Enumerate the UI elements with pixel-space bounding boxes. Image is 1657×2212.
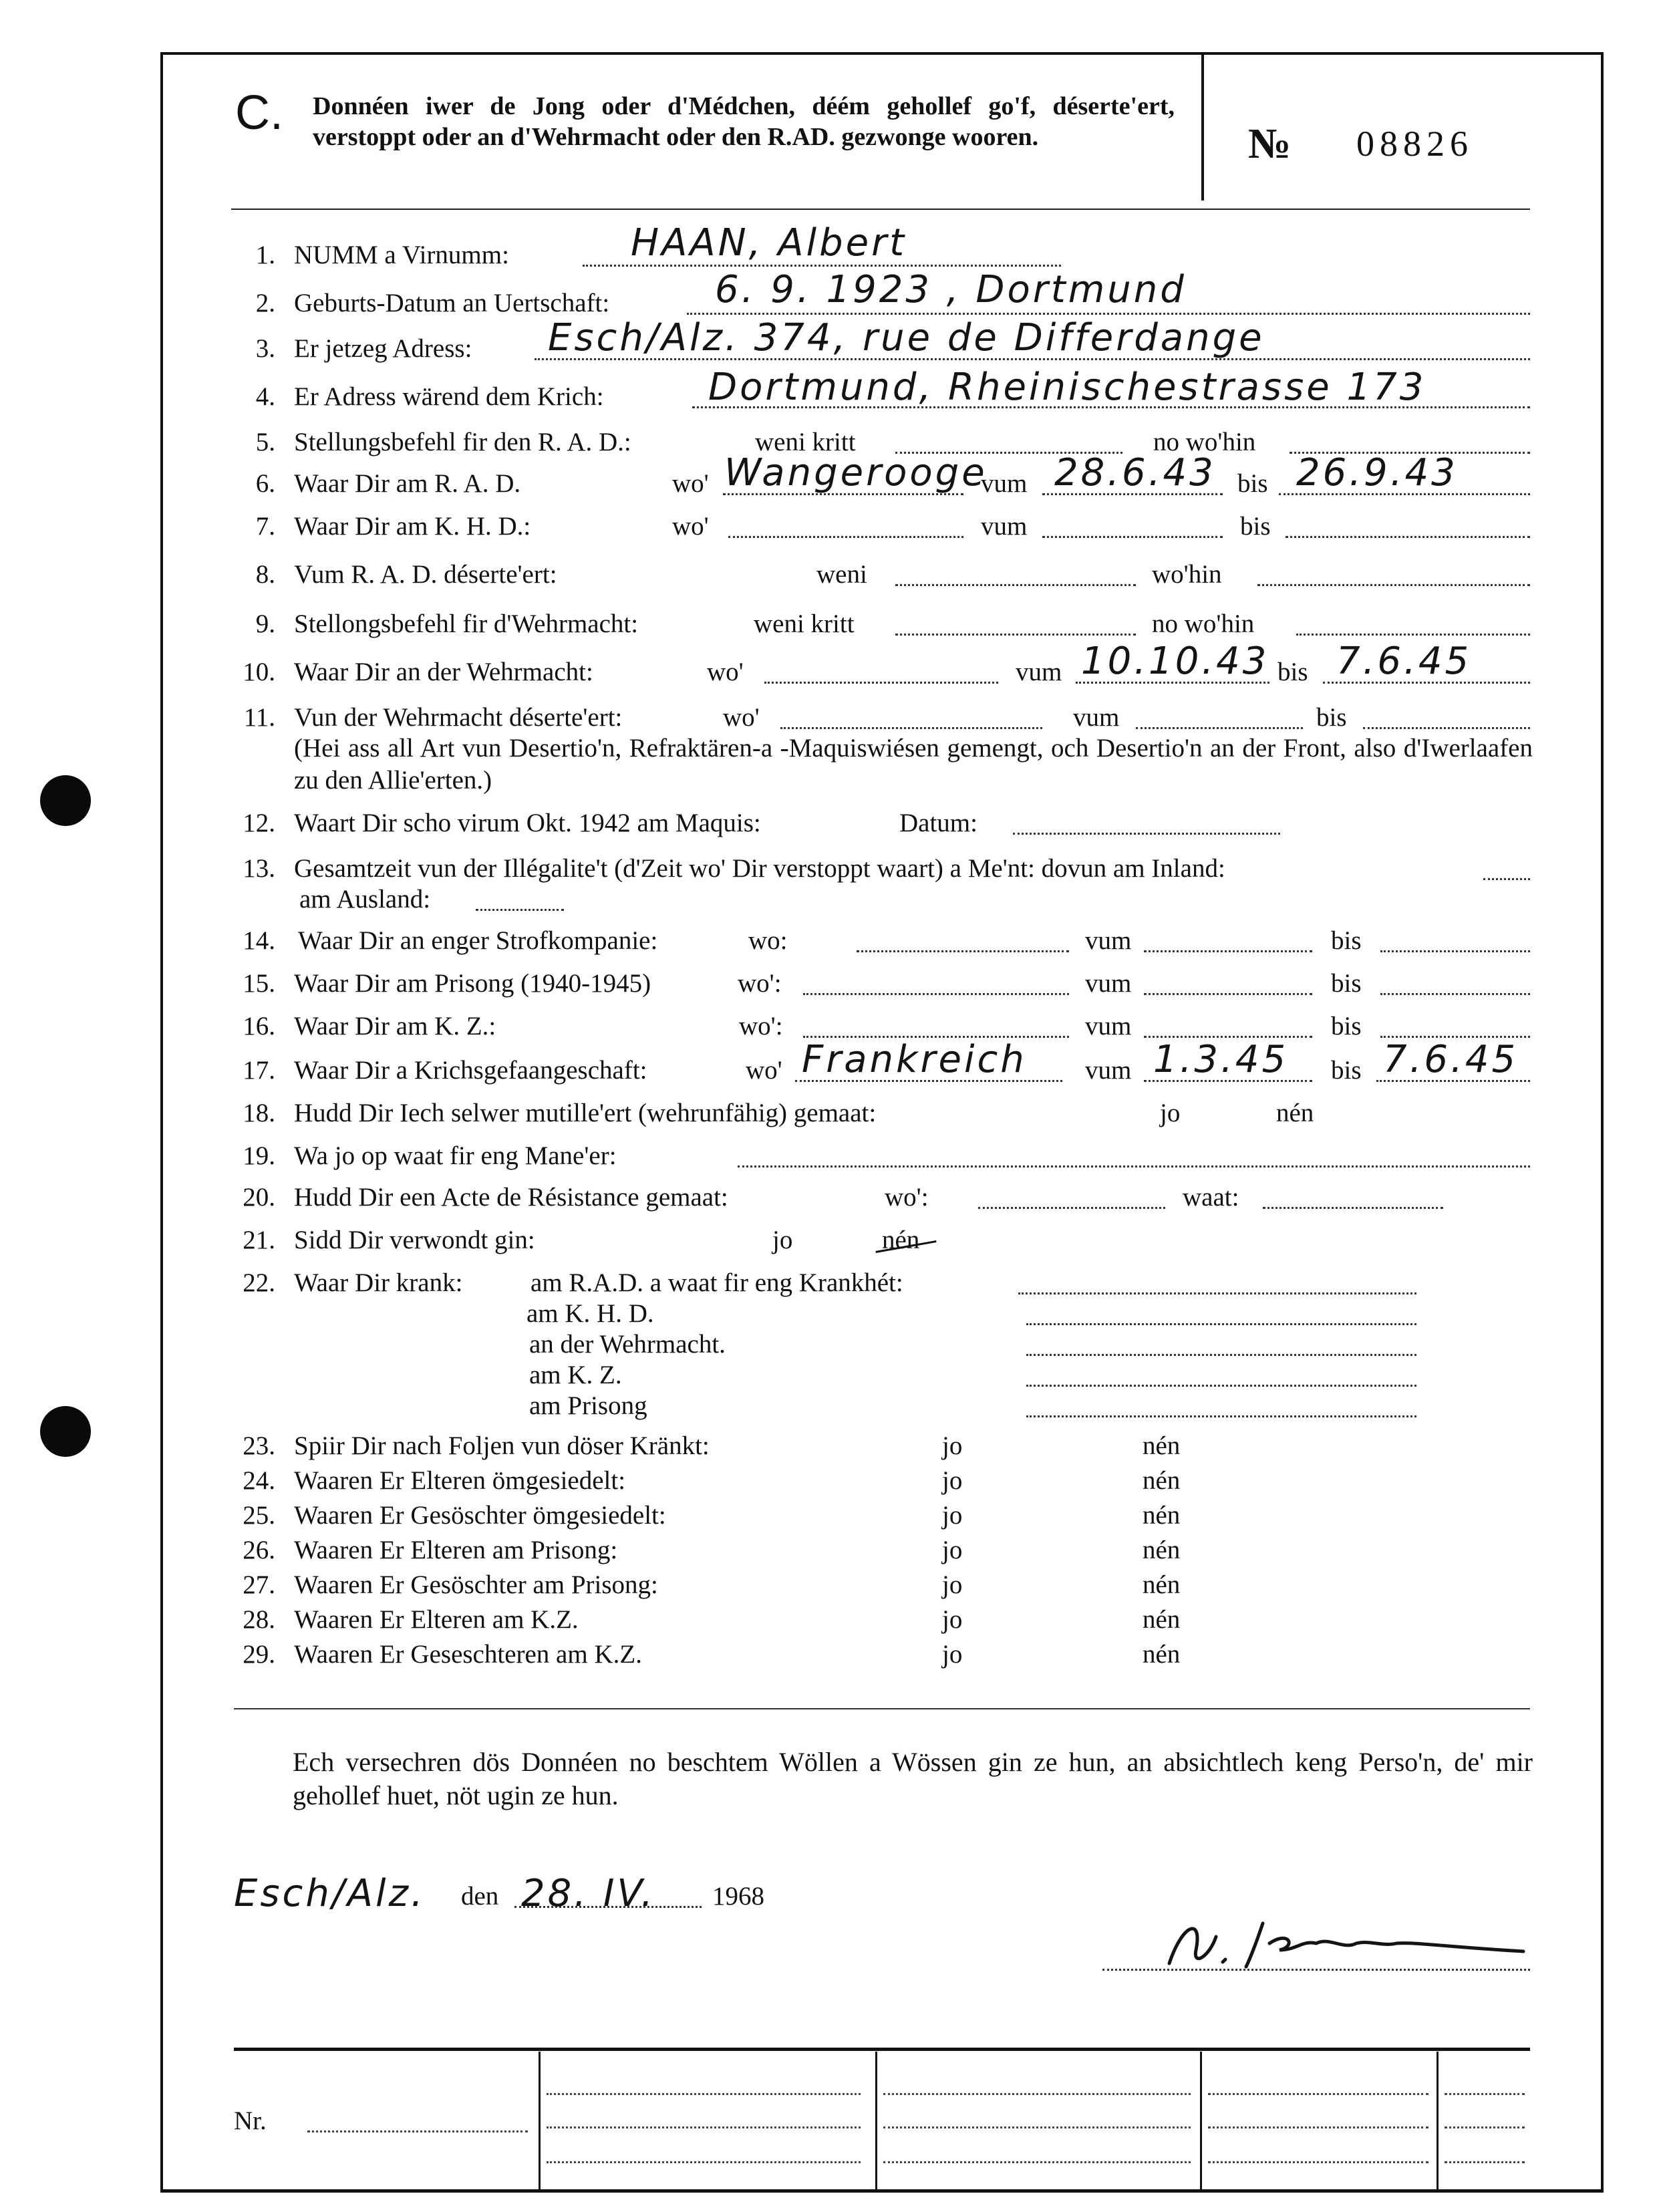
item-label: Waart Dir scho virum Okt. 1942 am Maquis: (294, 809, 761, 837)
choice-nen[interactable]: nén (1143, 1466, 1181, 1495)
item-label: Waaren Er Elteren am K.Z. (294, 1605, 579, 1634)
punch-hole-top (40, 775, 91, 826)
choice-jo[interactable]: jo (942, 1605, 963, 1634)
item-sublabel: vum (1073, 703, 1120, 732)
choice-jo[interactable]: jo (942, 1640, 963, 1669)
footer-col-divider (1437, 2052, 1439, 2189)
item-number: 23. (243, 1431, 275, 1460)
choice-nen[interactable]: nén (1143, 1501, 1181, 1530)
choice-nen[interactable]: nén (1143, 1536, 1181, 1564)
footer-rule-top (234, 2048, 1530, 2051)
item-sublabel: bis (1237, 469, 1268, 498)
footer-cell-line[interactable] (547, 2126, 861, 2128)
item-number: 14. (243, 926, 275, 955)
footer-nr-line[interactable] (307, 2130, 528, 2132)
field-line[interactable] (803, 993, 1069, 995)
item-sublabel: wo' (746, 1056, 782, 1085)
field-line[interactable] (895, 634, 1136, 636)
item-number: 9. (255, 609, 275, 638)
item-label: Waar Dir am K. H. D.: (294, 512, 531, 541)
item-number: 6. (255, 469, 275, 498)
footer-cell-line[interactable] (1208, 2126, 1428, 2128)
item-number: 24. (243, 1466, 275, 1495)
item-sublabel: vum (1085, 1056, 1132, 1085)
item-sublabel: wo' (672, 469, 709, 498)
hw-place: Esch/Alz. (234, 1872, 426, 1915)
footer-cell-line[interactable] (1208, 2093, 1428, 2095)
choice-nen[interactable]: nén (1143, 1640, 1181, 1669)
item-sublabel: bis (1331, 1056, 1362, 1085)
field-line[interactable] (1042, 536, 1223, 538)
item-sublabel: wo'hin (1152, 560, 1222, 589)
choice-jo[interactable]: jo (1160, 1099, 1181, 1127)
item-label: Waaren Er Elteren am Prisong: (294, 1536, 618, 1564)
item-label: Hudd Dir Iech selwer mutille'ert (wehrunfähig) gemaat: (294, 1099, 877, 1127)
item-sublabel: no wo'hin (1152, 609, 1255, 638)
hw-date: 28. IV. (521, 1872, 656, 1915)
item-sublabel: Datum: (899, 809, 977, 837)
choice-jo[interactable]: jo (942, 1570, 963, 1599)
footer-nr-label: Nr. (234, 2106, 267, 2135)
footer-cell-line[interactable] (547, 2161, 861, 2163)
item-sublabel: wo': (885, 1183, 929, 1212)
item-sublabel: vum (1016, 658, 1062, 686)
item-label: Vun der Wehrmacht déserte'ert: (294, 703, 623, 732)
item-sublabel: weni (816, 560, 867, 589)
signature-mark (1163, 1910, 1537, 1970)
choice-nen[interactable]: nén (1143, 1605, 1181, 1634)
illness-sublabel: am Prisong (529, 1391, 647, 1420)
item-number: 4. (255, 382, 275, 411)
item-sublabel: vum (981, 469, 1028, 498)
item-label-abroad: am Ausland: (299, 885, 431, 914)
item-number: 26. (243, 1536, 275, 1564)
item-label: Spiir Dir nach Foljen vun döser Kränkt: (294, 1431, 710, 1460)
item-label-name: NUMM a Virnumm: (294, 241, 509, 269)
field-line[interactable] (1013, 833, 1280, 835)
hw-rad-from: 28.6.43 (1054, 451, 1216, 495)
field-line[interactable] (978, 1207, 1165, 1209)
item-sublabel: bis (1240, 512, 1271, 541)
item-label: Waaren Er Elteren ömgesiedelt: (294, 1466, 626, 1495)
field-line[interactable] (1380, 993, 1530, 995)
item-sublabel: wo: (748, 926, 788, 955)
item-sublabel: vum (981, 512, 1028, 541)
item-number: 1. (255, 241, 275, 269)
item-sublabel: bis (1277, 658, 1308, 686)
item-sublabel: bis (1316, 703, 1347, 732)
item-label: Vum R. A. D. déserte'ert: (294, 560, 557, 589)
footer-cell-line[interactable] (883, 2126, 1191, 2128)
hw-birth: 6. 9. 1923 , Dortmund (715, 268, 1187, 311)
item-label: Waar Dir a Krichsgefaangeschaft: (294, 1056, 647, 1085)
item-sublabel: bis (1331, 1012, 1362, 1041)
item-sublabel: wo' (672, 512, 709, 541)
choice-jo[interactable]: jo (772, 1226, 793, 1254)
illness-sublabel: an der Wehrmacht. (529, 1330, 726, 1359)
item-sublabel: no wo'hin (1153, 428, 1256, 456)
field-line[interactable] (1026, 1385, 1416, 1387)
item-label-war-address: Er Adress wärend dem Krich: (294, 382, 604, 411)
item-sublabel: waat: (1183, 1183, 1239, 1212)
item-label: Gesamtzeit vun der Illégalite't (d'Zeit wo' Dir verstoppt waart) a Me'nt: dovun am Inland: (294, 854, 1225, 883)
footer-cell-line[interactable] (883, 2161, 1191, 2163)
field-line[interactable] (1380, 950, 1530, 952)
item-label: Hudd Dir een Acte de Résistance gemaat: (294, 1183, 728, 1212)
item-label: Waaren Er Gesöschter ömgesiedelt: (294, 1501, 666, 1530)
item-number: 3. (255, 334, 275, 363)
hw-pow-from: 1.3.45 (1153, 1038, 1289, 1081)
item-number: 13. (243, 854, 275, 883)
field-line[interactable] (895, 584, 1136, 586)
item-number: 17. (243, 1056, 275, 1085)
field-line[interactable] (1018, 1292, 1416, 1294)
footer-col-divider (875, 2052, 877, 2189)
item-label: Waar Dir an der Wehrmacht: (294, 658, 593, 686)
choice-nen[interactable]: nén (1276, 1099, 1314, 1127)
field-line-birth[interactable] (687, 313, 1530, 315)
hw-address: Esch/Alz. 374, rue de Differdange (548, 316, 1265, 360)
item-number: 10. (243, 658, 275, 686)
den-label: den (461, 1882, 499, 1911)
field-line-name[interactable] (583, 265, 1061, 267)
item-number: 8. (255, 560, 275, 589)
field-line[interactable] (1257, 584, 1530, 586)
number-sign: № (1248, 120, 1292, 167)
item-number: 12. (243, 809, 275, 837)
header-rule (231, 209, 1530, 210)
section-rule (234, 1708, 1530, 1709)
item-label: Waar Dir an enger Strofkompanie: (298, 926, 658, 955)
field-line[interactable] (1286, 536, 1530, 538)
field-line[interactable] (728, 536, 963, 538)
field-line[interactable] (1026, 1354, 1416, 1356)
item-number: 2. (255, 289, 275, 317)
item-label-address: Er jetzeg Adress: (294, 334, 472, 363)
item-label: Waar Dir am Prisong (1940-1945) (294, 969, 651, 998)
choice-jo[interactable]: jo (942, 1501, 963, 1530)
field-line[interactable] (1363, 727, 1530, 729)
item-label: Waaren Er Geseschteren am K.Z. (294, 1640, 642, 1669)
item-number: 27. (243, 1570, 275, 1599)
item-sublabel: wo': (739, 1012, 783, 1041)
declaration-text: Ech versechren dös Donnéen no beschtem Wöllen a Wössen gin ze hun, an absichtlech keng Perso'n, de' mir gehollef huet, nöt ugin ze hun. (293, 1747, 1533, 1810)
form-title: Donnéen iwer de Jong oder d'Médchen, déém gehollef go'f, déserte'ert, verstoppt oder an d'Wehrmacht oder den R.AD. gezwonge wooren. (313, 92, 1175, 151)
item-number: 11. (243, 703, 275, 732)
field-line[interactable] (1026, 1415, 1416, 1417)
item-label: Waar Dir am R. A. D. (294, 469, 521, 498)
item-sublabel: weni kritt (754, 609, 855, 638)
field-line[interactable] (476, 909, 564, 911)
item-number: 20. (243, 1183, 275, 1212)
field-line[interactable] (857, 950, 1069, 952)
choice-jo[interactable]: jo (942, 1536, 963, 1564)
field-line[interactable] (738, 1165, 1530, 1167)
item-number: 7. (255, 512, 275, 541)
year-label: 1968 (712, 1882, 764, 1911)
item-number: 22. (243, 1268, 275, 1297)
footer-cell-line[interactable] (1445, 2126, 1525, 2128)
illness-sublabel: am K. H. D. (526, 1299, 654, 1328)
footer-col-divider (539, 2052, 541, 2189)
item-label: Wa jo op waat fir eng Mane'er: (294, 1141, 617, 1170)
field-line[interactable] (764, 682, 998, 684)
form-bottom-rule (160, 2189, 1604, 2193)
hw-rad-to: 26.9.43 (1296, 451, 1458, 495)
field-line[interactable] (1136, 727, 1303, 729)
choice-nen-struck[interactable]: nén (882, 1226, 920, 1254)
footer-col-divider (1200, 2052, 1202, 2189)
footer-cell-line[interactable] (1445, 2093, 1525, 2095)
item-number: 19. (243, 1141, 275, 1170)
field-line[interactable] (1483, 878, 1530, 880)
hw-pow-to: 7.6.45 (1383, 1038, 1519, 1081)
footer-cell-line[interactable] (1208, 2161, 1428, 2163)
hw-wehrmacht-to: 7.6.45 (1336, 640, 1472, 683)
field-line[interactable] (1296, 634, 1530, 636)
hw-war-address: Dortmund, Rheinischestrasse 173 (708, 366, 1426, 409)
header-divider (1201, 53, 1204, 200)
punch-hole-bottom (40, 1406, 91, 1457)
item-number: 16. (243, 1012, 275, 1041)
hw-name: HAAN, Albert (631, 221, 907, 265)
item-sublabel: bis (1331, 969, 1362, 998)
item-label: Waar Dir krank: (294, 1268, 463, 1297)
field-line[interactable] (1144, 993, 1312, 995)
item-note: (Hei ass all Art vun Desertio'n, Refraktären-a -Maquiswiésen gemengt, och Desertio'n an der Front, also d'Iwerlaafen zu den Allie'erten.) (294, 734, 1533, 795)
item-label: Stellongsbefehl fir d'Wehrmacht: (294, 609, 639, 638)
choice-nen[interactable]: nén (1143, 1570, 1181, 1599)
item-label: Stellungsbefehl fir den R. A. D.: (294, 428, 631, 456)
item-sublabel: wo': (738, 969, 782, 998)
item-sublabel: weni kritt (755, 428, 856, 456)
hw-pow-where: Frankreich (802, 1038, 1027, 1081)
item-sublabel: vum (1085, 969, 1132, 998)
item-sublabel: vum (1085, 926, 1132, 955)
item-label-birth: Geburts-Datum an Uertschaft: (294, 289, 610, 317)
item-number: 28. (243, 1605, 275, 1634)
item-label: Sidd Dir verwondt gin: (294, 1226, 535, 1254)
item-label: Waaren Er Gesöschter am Prisong: (294, 1570, 658, 1599)
footer-cell-line[interactable] (883, 2093, 1191, 2095)
hw-rad-where: Wangerooge (724, 451, 988, 495)
item-number: 15. (243, 969, 275, 998)
section-letter: C. (235, 86, 283, 140)
item-sublabel: wo' (707, 658, 744, 686)
footer-cell-line[interactable] (1445, 2161, 1525, 2163)
illness-sublabel: am K. Z. (529, 1361, 622, 1389)
item-number: 5. (255, 428, 275, 456)
footer-cell-line[interactable] (547, 2093, 861, 2095)
item-number: 21. (243, 1226, 275, 1254)
hw-wehrmacht-from: 10.10.43 (1081, 640, 1269, 683)
field-line[interactable] (1144, 950, 1312, 952)
choice-nen[interactable]: nén (1143, 1431, 1181, 1460)
field-line[interactable] (1026, 1323, 1416, 1325)
item-sublabel: am R.A.D. a waat fir eng Krankhét: (531, 1268, 903, 1297)
item-sublabel: wo' (723, 703, 760, 732)
field-line[interactable] (780, 727, 1042, 729)
item-number: 18. (243, 1099, 275, 1127)
choice-jo[interactable]: jo (942, 1466, 963, 1495)
serial-number: 08826 (1356, 124, 1473, 164)
item-number: 29. (243, 1640, 275, 1669)
item-label: Waar Dir am K. Z.: (294, 1012, 496, 1041)
item-sublabel: vum (1085, 1012, 1132, 1041)
choice-jo[interactable]: jo (942, 1431, 963, 1460)
item-sublabel: bis (1331, 926, 1362, 955)
item-number: 25. (243, 1501, 275, 1530)
field-line[interactable] (1263, 1207, 1443, 1209)
